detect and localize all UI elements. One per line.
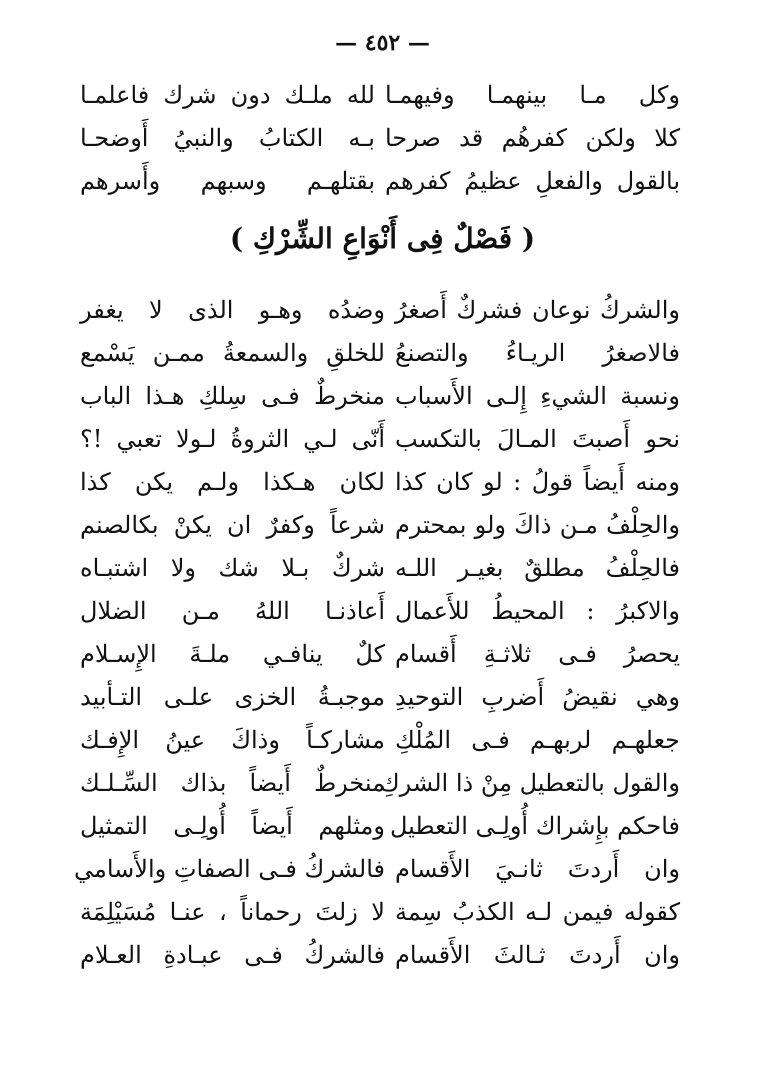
page-number: — ٤٥٢ — xyxy=(335,30,430,56)
verse-first-hemistich: والاكبرُ : المحيطُ للأَعمال xyxy=(395,597,680,625)
verse-second-hemistich: مشاركـاً وذاكَ عينُ الإِفـك xyxy=(80,726,385,754)
verse-second-hemistich: لا زلتَ رحماناً ، عنـا مُسَيْلِمَة xyxy=(80,898,385,926)
verse-row xyxy=(80,930,680,980)
verse-first-hemistich: ومنه أَيضاً قولُ : لو كان كذا xyxy=(395,468,680,496)
verse-first-hemistich: وهي نقيضُ أَضربِ التوحيدِ xyxy=(395,683,680,711)
verse-first-hemistich: والشركُ نوعان فشركٌ أَصغرُ xyxy=(395,296,680,324)
verse-second-hemistich: شرعاً وكفرٌ ان يكنْ بكالصنم xyxy=(80,511,385,539)
verse-second-hemistich: منخرطٌ أَيضاً بذاك السِّـلـك xyxy=(80,769,385,797)
verse-second-hemistich: وضدُه وهـو الذى لا يغفر xyxy=(80,296,385,324)
verse-first-hemistich: ونسبة الشيءِ إِلـى الأَسباب xyxy=(395,382,680,410)
verse-first-hemistich: وكل مـا بينهمـا وفيهمـا xyxy=(385,81,680,109)
verse-second-hemistich: شركٌ بـلا شك ولا اشتبـاه xyxy=(80,554,385,582)
verse-second-hemistich: منخرطٌ فـى سِلكِ هـذا الباب xyxy=(80,382,385,410)
verse-first-hemistich: والحِلْفُ مـن ذاكَ ولو بمحترم xyxy=(395,511,680,539)
verse-first-hemistich: فالحِلْفُ مطلقٌ بغيـر اللـه xyxy=(395,554,680,582)
verse-first-hemistich: كلا ولكن كفرهُم قد صرحا xyxy=(385,124,680,152)
section-title: ( فَصْلٌ فِى أَنْوَاعِ الشِّرْكِ ) xyxy=(229,222,536,255)
verse-second-hemistich: لكان هـكذا ولـم يكن كذا xyxy=(80,468,385,496)
intro-verse xyxy=(80,156,680,206)
verse-first-hemistich: بالقول والفعلِ عظيمُ كفرهم xyxy=(385,167,680,195)
verse-second-hemistich: لله ملـك دون شرك فاعلمـا xyxy=(80,81,375,109)
verse-first-hemistich: وان أَردتَ ثانـيَ الأَقسام xyxy=(395,855,680,883)
verse-first-hemistich: جعلهـم لربهـم فـى المُلْكِ xyxy=(395,726,680,754)
verse-second-hemistich: أَنّى لـي الثروةُ لـولا تعبي !؟ xyxy=(80,425,385,453)
verse-first-hemistich: فاحكم بإِشراك أُولِـى التعطيل xyxy=(389,812,680,840)
verse-first-hemistich: فالاصغرُ الريـاءُ والتصنعُ xyxy=(395,339,680,367)
verse-second-hemistich: فالشركُ فـى الصفاتِ والأَسامي xyxy=(74,855,385,883)
verse-second-hemistich: بـه الكتابُ والنبيُ أَوضحـا xyxy=(80,124,375,152)
verse-second-hemistich: ومثلهم أَيضاً أُولِـى التمثيل xyxy=(80,812,385,840)
verse-second-hemistich: فالشركُ فـى عبـادةِ العـلام xyxy=(80,941,385,969)
verse-first-hemistich: والقول بالتعطيل مِنْ ذا الشركِ xyxy=(379,769,680,797)
verse-first-hemistich: يحصرُ فـى ثلاثـةِ أَقسام xyxy=(395,640,680,668)
verse-second-hemistich: أَعاذنـا اللهُ مـن الضلال xyxy=(80,597,385,625)
verse-second-hemistich: موجبـةُ الخزى علـى التـأبيد xyxy=(80,683,385,711)
verse-second-hemistich: للخلقِ والسمعةُ ممـن يَسْمع xyxy=(80,339,385,367)
verse-second-hemistich: بقتلهـم وسبهم وأَسرهم xyxy=(80,167,375,195)
verse-first-hemistich: نحو أَصبتَ المـالَ بالتكسب xyxy=(395,425,680,453)
verse-first-hemistich: كقوله فيمن لـه الكذبُ سِمة xyxy=(395,898,680,926)
verse-first-hemistich: وان أَردتَ ثـالثَ الأَقسام xyxy=(395,941,680,969)
verse-second-hemistich: كلٌ ينافـي ملـةَ الإِسـلام xyxy=(80,640,385,668)
